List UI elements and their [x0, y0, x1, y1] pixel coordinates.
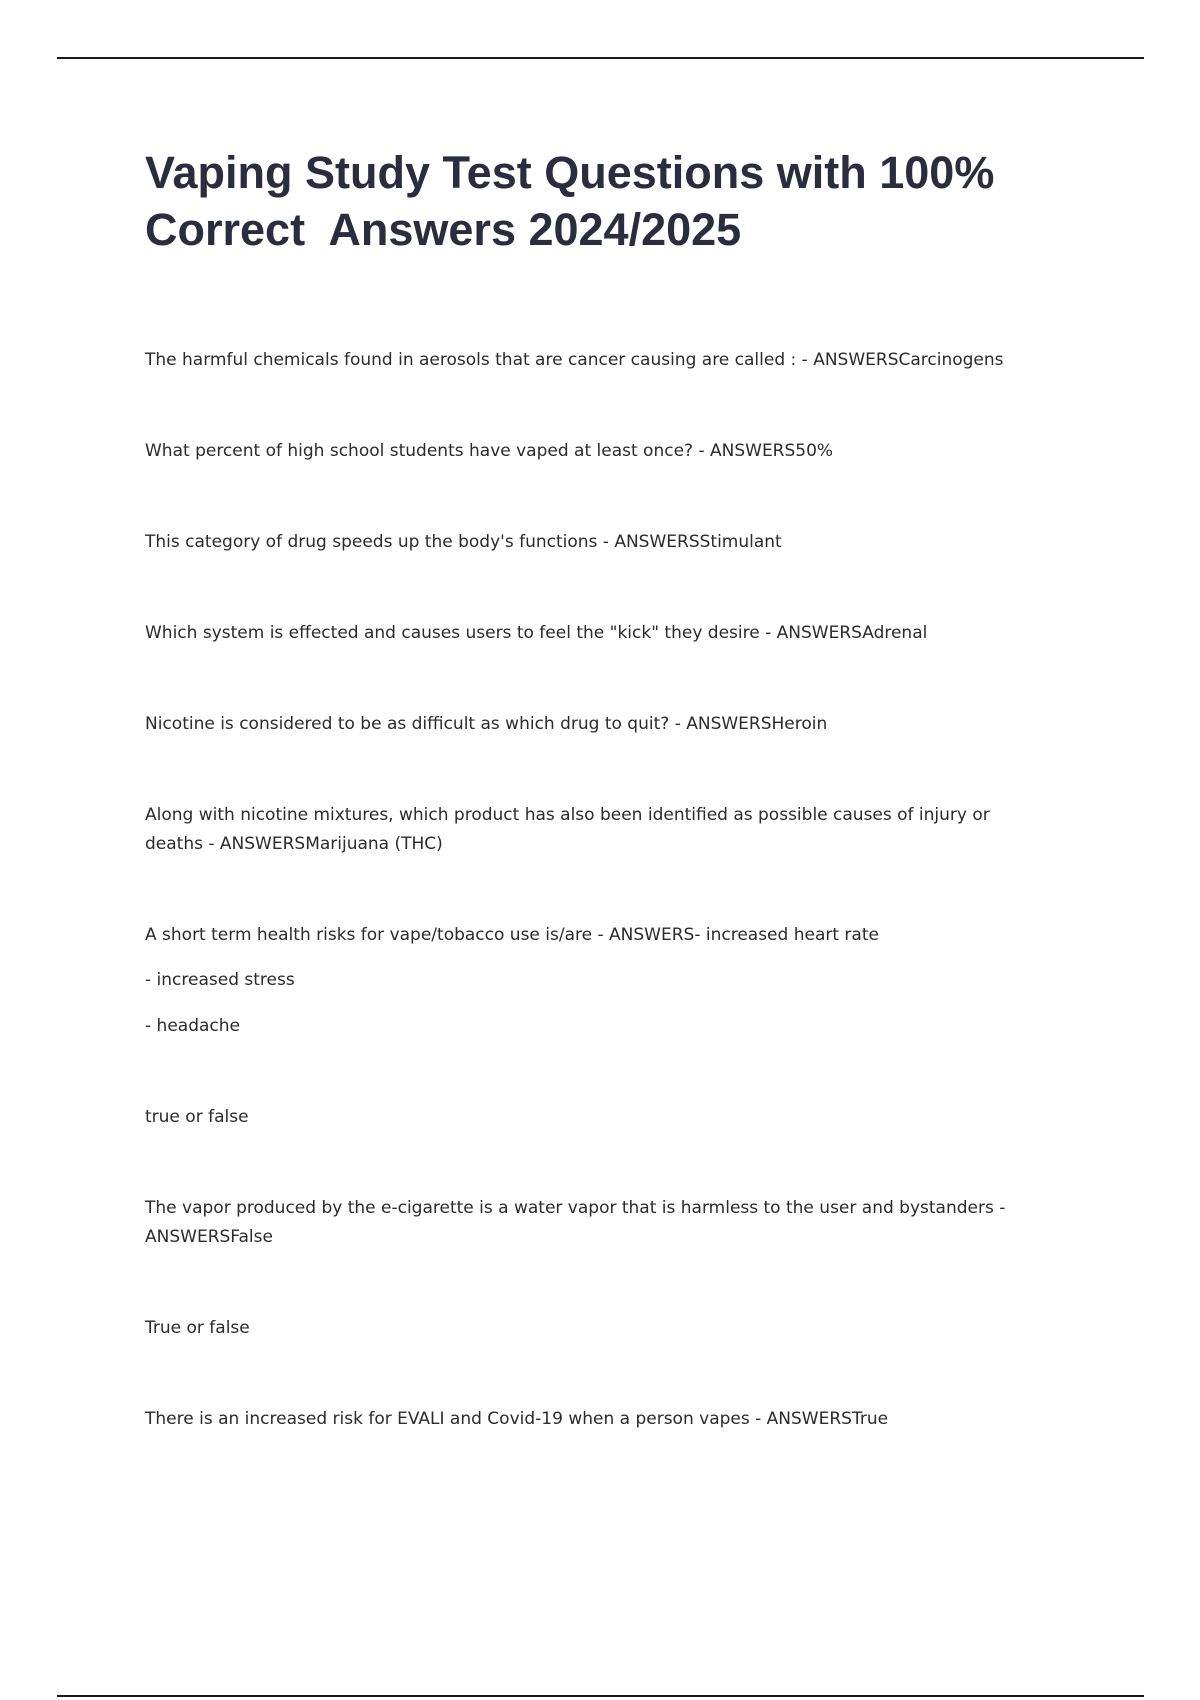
qa-line-vapor-part-2: ANSWERSFalse: [145, 1227, 273, 1247]
qa-line-increased-stress: - increased stress: [145, 970, 295, 990]
qa-line-carcinogens: The harmful chemicals found in aerosols that are cancer causing are called : - ANSWERSCarcinogens: [145, 350, 1004, 370]
qa-line-heroin: Nicotine is considered to be as difficult as which drug to quit? - ANSWERSHeroin: [145, 714, 828, 734]
qa-line-vapor-part-1: The vapor produced by the e-cigarette is a water vapor that is harmless to the user and bystanders -: [145, 1198, 1006, 1218]
qa-line-true-or-false-2: True or false: [145, 1318, 250, 1338]
qa-line-headache: - headache: [145, 1016, 240, 1036]
document-title: [145, 144, 1095, 258]
qa-line-adrenal: Which system is effected and causes users to feel the "kick" they desire - ANSWERSAdrenal: [145, 623, 928, 643]
qa-line-stimulant: This category of drug speeds up the body's functions - ANSWERSStimulant: [145, 532, 782, 552]
qa-line-thc-part-2: deaths - ANSWERSMarijuana (THC): [145, 834, 443, 854]
qa-line-thc-part-1: Along with nicotine mixtures, which product has also been identified as possible causes of injury or: [145, 805, 990, 825]
footer-rule: [57, 1695, 1144, 1697]
qa-line-evali: There is an increased risk for EVALI and Covid-19 when a person vapes - ANSWERSTrue: [145, 1409, 889, 1429]
title-line-1: Vaping Study Test Questions with 100%: [145, 147, 995, 198]
header-rule: [57, 57, 1144, 59]
qa-line-short-term-risks: A short term health risks for vape/tobacco use is/are - ANSWERS- increased heart rate: [145, 925, 879, 945]
qa-line-vaped-percent: What percent of high school students have vaped at least once? - ANSWERS50%: [145, 441, 834, 461]
qa-line-true-or-false-1: true or false: [145, 1107, 249, 1127]
title-line-2: Correct Answers 2024/2025: [145, 204, 742, 255]
